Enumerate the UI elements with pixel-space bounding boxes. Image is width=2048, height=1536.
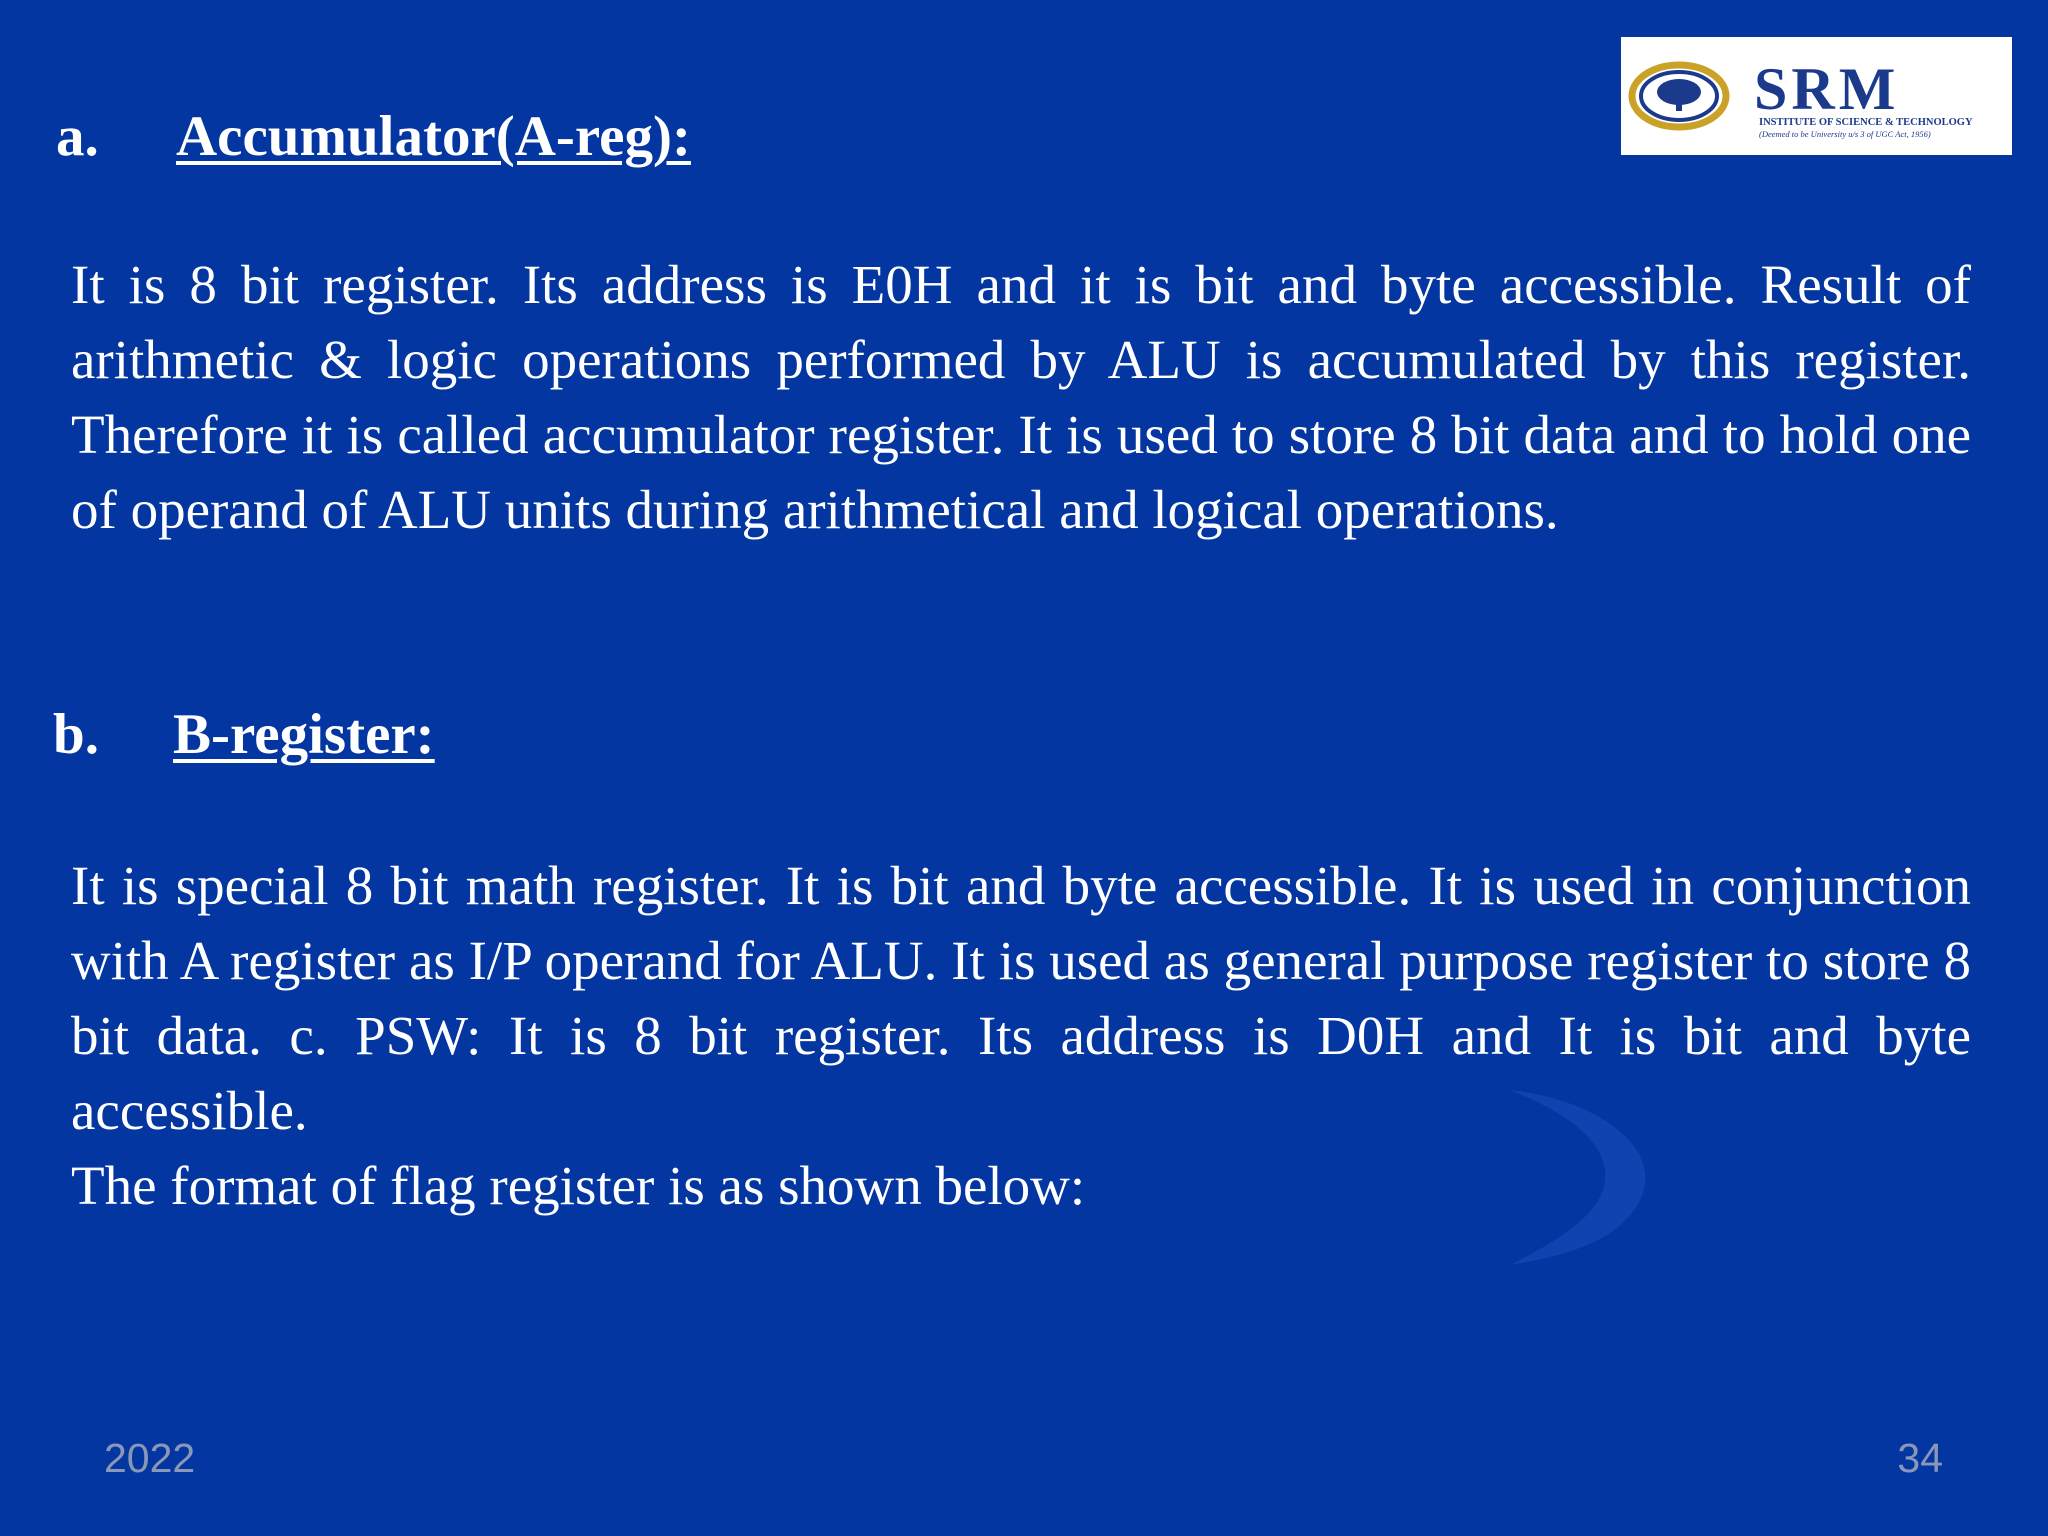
section-a-title: Accumulator(A-reg): — [176, 105, 691, 168]
section-b-body-block — [71, 848, 1971, 1223]
section-b-title: B-register: — [173, 703, 435, 766]
srm-logo-wordmark: SRM — [1754, 56, 1900, 122]
section-a-body: It is 8 bit register. Its address is E0H and it is bit and byte accessible. Result of arithmetic & logic operations performed by ALU is accumulated by this register. Therefore it is called accumulator register. It is used to store 8 bit data and to hold one of operand of ALU units during arithmetical and logical operations. — [71, 254, 1971, 540]
srm-logo-line1: INSTITUTE OF SCIENCE & TECHNOLOGY — [1759, 117, 1973, 128]
section-b-body-last-line: The format of flag register is as shown below: — [71, 1155, 1086, 1216]
section-a-marker: a. — [56, 105, 99, 168]
page-number: 34 — [1897, 1435, 1943, 1481]
srm-emblem-icon — [1632, 65, 1726, 127]
srm-logo-line2: (Deemed to be University u/s 3 of UGC Act, 1956) — [1759, 129, 1931, 139]
srm-logo — [1621, 37, 2012, 155]
section-b-marker: b. — [53, 703, 99, 766]
footer-year: 2022 — [104, 1435, 196, 1481]
section-b-body: It is special 8 bit math register. It is bit and byte accessible. It is used in conjunction with A register as I/P operand for ALU. It is used as general purpose register to store 8 bit data. c. PSW: It is 8 bit register. Its address is D0H and It is bit and byte accessible. — [71, 855, 1971, 1141]
